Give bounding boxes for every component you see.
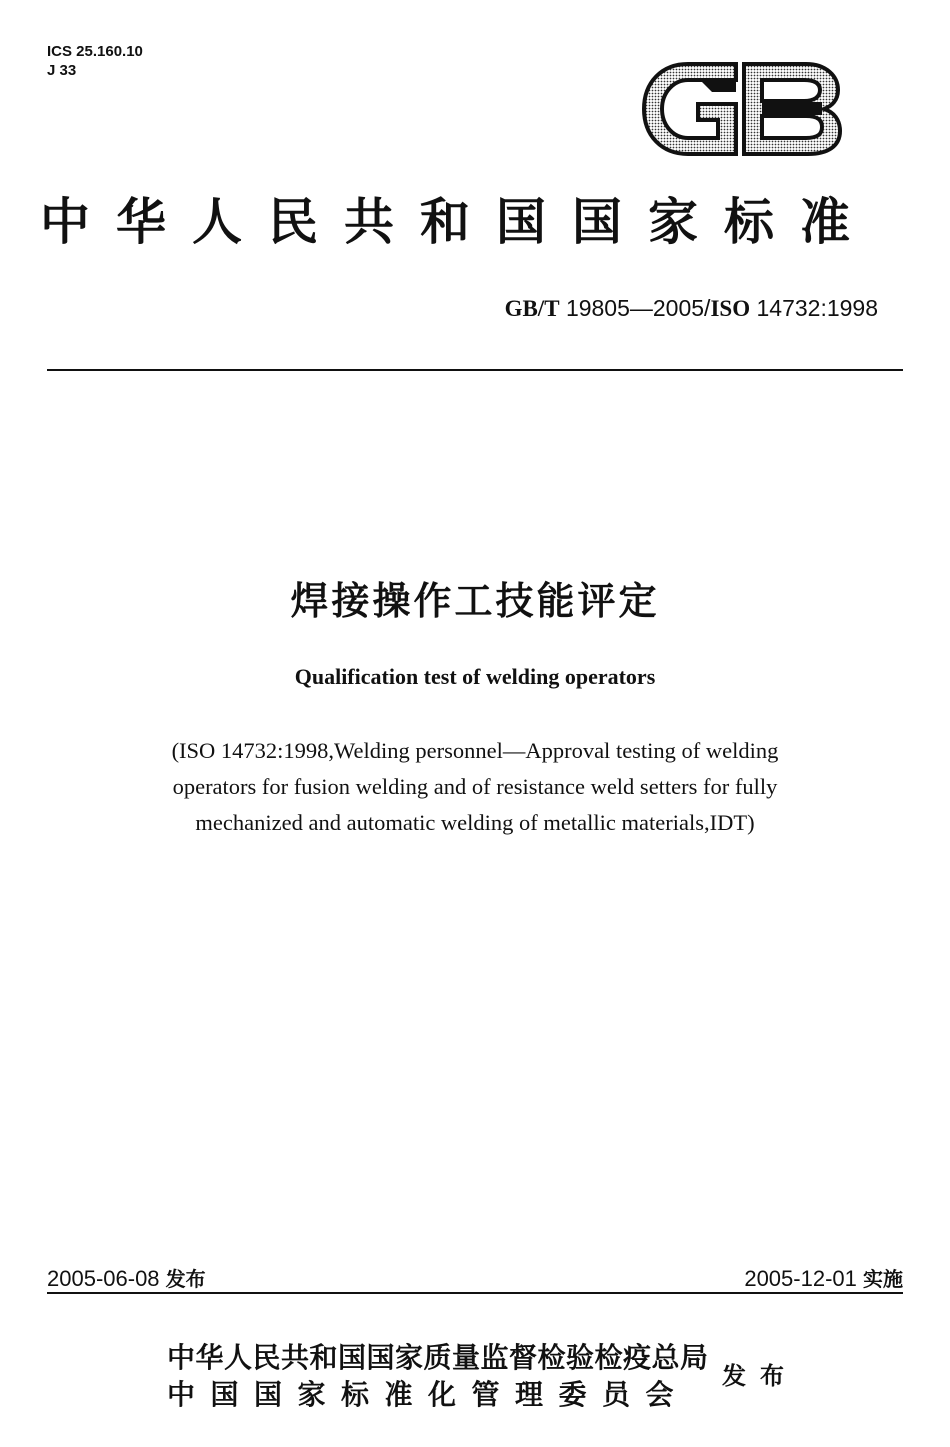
iso-reference-line: operators for fusion welding and of resistance weld setters for fully — [172, 774, 778, 799]
gb-logo — [636, 56, 846, 162]
standard-code-prefix: GB/T — [504, 296, 560, 321]
classification-codes — [47, 42, 143, 80]
issuer-aqsiq: 中华人民共和国国家质量监督检验检疫总局 — [167, 1341, 709, 1374]
chinese-title: 焊接操作工技能评定 — [290, 579, 660, 623]
effective-label: 实施 — [863, 1267, 903, 1291]
issuer-sac: 中国国家标准化管理委员会 — [167, 1378, 690, 1411]
footer-divider — [47, 1292, 903, 1294]
english-title: Qualification test of welding operators — [294, 664, 656, 689]
effective-date-value: 2005-12-01 — [744, 1266, 857, 1291]
effective-date — [744, 1263, 903, 1292]
publish-date — [47, 1263, 206, 1292]
ics-code: ICS 25.160.10 — [47, 43, 143, 60]
ccs-code: J 33 — [47, 62, 77, 79]
standard-code-number: 19805—2005/ — [565, 295, 711, 321]
header-divider — [47, 369, 903, 371]
iso-reference — [90, 733, 860, 841]
issue-label: 发布 — [722, 1362, 798, 1390]
publish-date-value: 2005-06-08 — [47, 1266, 160, 1291]
publish-label: 发布 — [165, 1267, 206, 1291]
iso-reference-line: (ISO 14732:1998,Welding personnel—Approval testing of welding — [171, 738, 779, 763]
iso-number: 14732:1998 — [756, 295, 878, 321]
iso-prefix: ISO — [710, 296, 751, 321]
iso-reference-line: mechanized and automatic welding of metallic materials,IDT) — [195, 810, 755, 835]
standard-code — [505, 295, 878, 322]
national-standard-title: 中华人民共和国国家标准 — [40, 193, 876, 251]
